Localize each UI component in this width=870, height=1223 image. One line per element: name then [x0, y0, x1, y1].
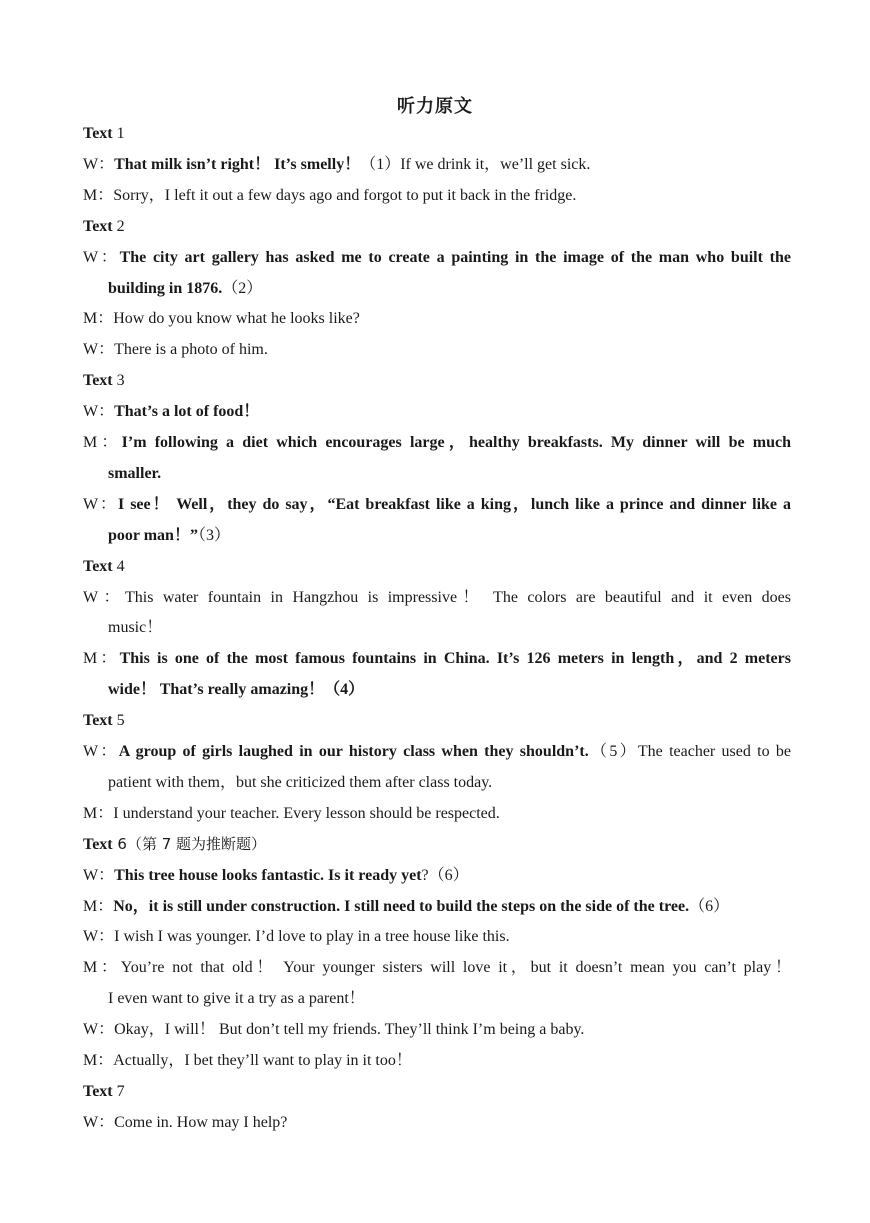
heading-label: Text [83, 835, 113, 853]
speaker-label: W： [83, 341, 115, 359]
dialogue-continuation [108, 983, 791, 1014]
key-sentence: poor man！” [108, 526, 198, 544]
speaker-label: W： [83, 1021, 115, 1039]
dialogue-text: How do you know what he looks like? [113, 310, 360, 328]
section-heading [83, 118, 791, 149]
speaker-label: W： [83, 743, 119, 760]
key-sentence: This tree house looks fantastic. Is it ready yet [114, 866, 422, 884]
key-sentence: The city art gallery has asked me to create a painting in the image of the man who built the [119, 248, 791, 266]
dialogue-text: Actually，I bet they’ll want to play in it too！ [113, 1052, 412, 1069]
dialogue-text: This water fountain in Hangzhou is impressive！ The colors are beautiful and it even does [124, 588, 791, 606]
heading-number: 5 [112, 712, 125, 730]
dialogue-text: Okay，I will！ But don’t tell my friends. They’ll think I’m being a baby. [114, 1021, 585, 1039]
section-heading [83, 705, 791, 736]
dialogue-line [83, 180, 791, 211]
dialogue-text: Sorry，I left it out a few days ago and forgot to put it back in the fridge. [113, 186, 577, 204]
dialogue-text: I wish I was younger. I’d love to play in a tree house like this. [114, 928, 510, 946]
dialogue-line [83, 1045, 791, 1076]
dialogue-text: ?（6） [421, 866, 469, 884]
speaker-label: M： [83, 804, 114, 822]
speaker-label: M： [83, 897, 114, 915]
section-heading [83, 211, 791, 242]
dialogue-continuation [108, 520, 791, 551]
dialogue-text: music！ [108, 619, 163, 637]
dialogue-continuation [108, 612, 791, 643]
dialogue-line [83, 427, 791, 458]
dialogue-text: Come in. How may I help? [114, 1113, 288, 1131]
dialogue-line [83, 334, 791, 365]
key-sentence: No，it is still under construction. I still need to build the steps on the side of the tree. [113, 897, 690, 915]
dialogue-line [83, 582, 791, 613]
dialogue-line [83, 396, 791, 427]
speaker-label: W： [83, 588, 125, 606]
dialogue-line [83, 736, 791, 767]
dialogue-continuation [108, 458, 791, 489]
dialogue-continuation [108, 674, 791, 705]
dialogue-text: I even want to give it a try as a parent！ [108, 990, 365, 1008]
key-sentence: This is one of the most famous fountains in China. It’s 126 meters in length，and 2 meters [119, 650, 791, 668]
dialogue-text: You’re not that old！ Your younger sisters will love it，but it doesn’t mean you can’t play！ [120, 959, 791, 977]
speaker-label: W： [83, 866, 115, 884]
dialogue-text: I understand your teacher. Every lesson should be respected. [113, 804, 500, 822]
dialogue-line [83, 952, 791, 983]
key-sentence: I see！ Well，they do say，“Eat breakfast like a king，lunch like a prince and dinner like a [118, 495, 791, 513]
dialogue-text: patient with them，but she criticized them after class today. [108, 773, 493, 791]
dialogue-continuation [108, 273, 791, 304]
section-heading [83, 829, 791, 860]
speaker-label: M： [83, 1052, 114, 1069]
dialogue-line [83, 242, 791, 273]
dialogue-line [83, 489, 791, 520]
section-heading [83, 1076, 791, 1107]
speaker-label: M： [83, 650, 120, 668]
speaker-label: W： [83, 495, 119, 513]
heading-label: Text [83, 1082, 113, 1100]
dialogue-line [83, 303, 791, 334]
key-sentence: That’s a lot of food！ [114, 403, 260, 421]
dialogue-continuation [108, 767, 791, 798]
heading-label: Text [83, 125, 113, 142]
speaker-label: W： [83, 928, 115, 946]
page-title: 听力原文 [397, 96, 473, 117]
heading-number: 1 [112, 125, 125, 142]
key-sentence: I’m following a diet which encourages large，healthy breakfasts. My dinner will be much [121, 434, 791, 451]
section-heading [83, 365, 791, 396]
dialogue-text: （1）If we drink it，we’ll get sick. [360, 155, 591, 173]
speaker-label: W： [83, 403, 115, 421]
dialogue-line [83, 643, 791, 674]
speaker-label: W： [83, 1113, 115, 1131]
dialogue-line [83, 1107, 791, 1138]
heading-number: 6（第 7 题为推断题） [112, 834, 267, 853]
dialogue-line [83, 891, 791, 922]
dialogue-text: （6） [689, 897, 730, 915]
section-heading [83, 551, 791, 582]
dialogue-text: （3） [197, 526, 230, 544]
heading-number: 7 [112, 1082, 125, 1100]
key-sentence: A group of girls laughed in our history class when they shouldn’t. [118, 743, 589, 760]
dialogue-text: There is a photo of him. [114, 341, 268, 359]
dialogue-line [83, 1014, 791, 1045]
key-sentence: wide！ That’s really amazing！（4） [108, 681, 365, 699]
dialogue-text: （2） [222, 279, 263, 297]
key-sentence: building in 1876. [108, 279, 223, 297]
heading-number: 2 [112, 217, 125, 235]
speaker-label: M： [83, 959, 121, 977]
heading-number: 3 [112, 372, 125, 390]
heading-label: Text [83, 557, 113, 575]
dialogue-line [83, 798, 791, 829]
dialogue-line [83, 149, 791, 180]
heading-label: Text [83, 217, 113, 235]
speaker-label: W： [83, 155, 115, 173]
heading-label: Text [83, 712, 113, 730]
heading-number: 4 [112, 557, 125, 575]
speaker-label: M： [83, 434, 122, 451]
key-sentence: That milk isn’t right！ It’s smelly！ [114, 155, 361, 173]
speaker-label: W： [83, 248, 120, 266]
speaker-label: M： [83, 186, 114, 204]
speaker-label: M： [83, 310, 114, 328]
dialogue-line [83, 860, 791, 891]
dialogue-line [83, 921, 791, 952]
dialogue-text: （5）The teacher used to be [588, 743, 791, 760]
key-sentence: smaller. [108, 464, 162, 482]
heading-label: Text [83, 372, 113, 390]
